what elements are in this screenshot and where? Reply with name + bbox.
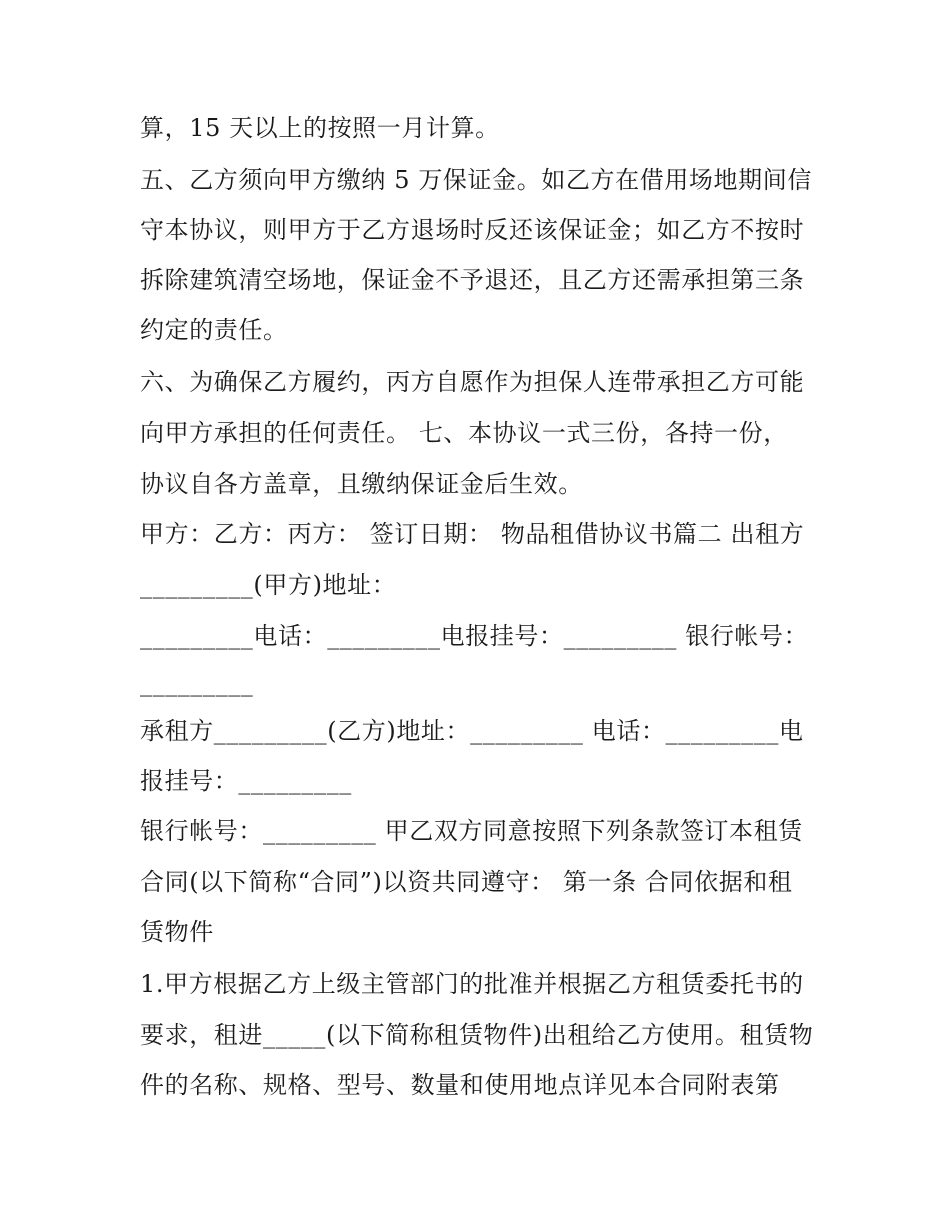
text-line: 银行帐号：_________ 甲乙双方同意按照下列条款签订本租赁 xyxy=(140,817,803,845)
text-line: 赁物件 xyxy=(140,918,214,946)
text-line: 承租方_________(乙方)地址：_________ 电话：_________电 xyxy=(140,717,804,745)
text-line: 1.甲方根据乙方上级主管部门的批准并根据乙方租赁委托书的 xyxy=(140,970,804,998)
text-line: 甲方：乙方：丙方： 签订日期： 物品租借协议书篇二 出租方 xyxy=(140,520,805,548)
text-line: 五、乙方须向甲方缴纳 5 万保证金。如乙方在借用场地期间信 xyxy=(140,166,812,194)
text-line: 向甲方承担的任何责任。 七、本协议一式三份，各持一份， xyxy=(140,419,788,447)
text-line: 算，15 天以上的按照一月计算。 xyxy=(140,114,500,142)
text-line: _________(甲方)地址： xyxy=(140,571,397,599)
text-line: 守本协议，则甲方于乙方退场时反还该保证金；如乙方不按时 xyxy=(140,216,805,244)
text-line: 报挂号：_________ xyxy=(140,767,352,795)
text-line: 要求，租进_____(以下简称租赁物件)出租给乙方使用。租赁物 xyxy=(140,1021,814,1049)
text-line: 六、为确保乙方履约，丙方自愿作为担保人连带承担乙方可能 xyxy=(140,368,805,396)
text-line: 约定的责任。 xyxy=(140,316,288,344)
text-line: 件的名称、规格、型号、数量和使用地点详见本合同附表第 xyxy=(140,1071,780,1099)
text-line: 拆除建筑清空场地，保证金不予退还，且乙方还需承担第三条 xyxy=(140,266,805,294)
text-line: 协议自各方盖章，且缴纳保证金后生效。 xyxy=(140,470,583,498)
text-line: _________ xyxy=(140,669,254,697)
text-line: _________电话：_________电报挂号：_________ 银行帐号： xyxy=(140,622,809,650)
text-line: 合同(以下简称“合同”)以资共同遵守： 第一条 合同依据和租 xyxy=(140,868,793,896)
